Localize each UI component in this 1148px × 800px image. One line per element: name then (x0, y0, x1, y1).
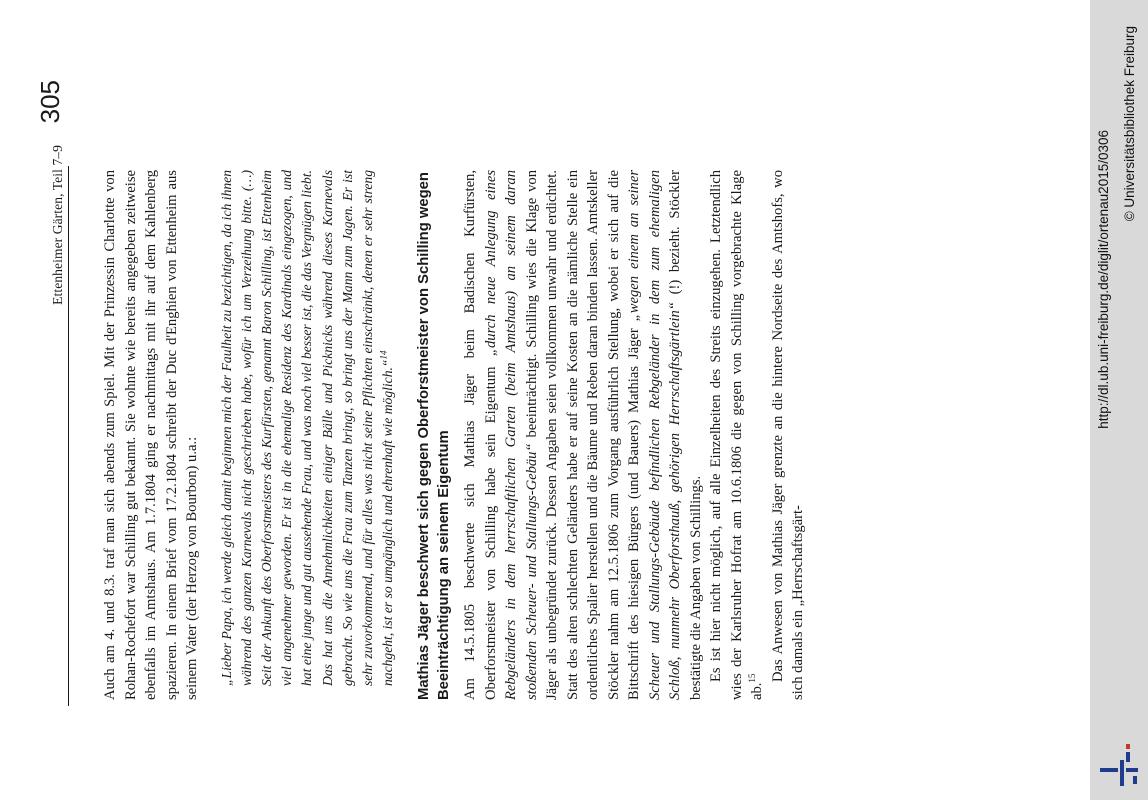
footnote-ref-15: 15 (747, 673, 758, 683)
section-title: Mathias Jäger beschwert sich gegen Oberforstmeister von Schilling wegen Beeinträchtigung an seinem Eigentum (416, 172, 453, 700)
footnote-ref-14: 14 (378, 350, 389, 360)
paragraph-property: Das Anwesen von Mathias Jäger grenzte an die hintere Nordseite des Amtshofs, wo sich damals ein „Herrschaftsgärt- (769, 170, 807, 700)
complaint-text-b: beeinträchtigt. Schilling wies die Klage von Jäger als unbegründet zurück. Dessen Angaben seien vollkommen unwahr und erdichtet. Statt des alten schlechten Geländers habe er auf seine Kosten an die nämliche Stelle ein ordentliches Spalier herstellen und die Bäume und Reben daran binden lassen. Amtskeller Stöckler nahm am 12.5.1806 zum Vorgang ausführlich Stellung, wobei er sich auf die Bittschrift des hiesigen Bürgers (und Bauers) Mathias Jäger (523, 170, 643, 700)
body-text (100, 170, 809, 700)
paragraph-intro: Auch am 4. und 8.3. traf man sich abends zum Spiel. Mit der Prinzessin Charlotte von Rohan-Rochefort war Schilling gut bekannt. Sie wohnte wie bereits angegeben zeitweise ebenfalls im Amtshaus. Am 1.7.1804 ging er nachmittags mit ihr auf dem Kahlenberg spazieren. In einem Brief vom 17.2.1804 schreibt der Duc d'Enghien von Ettenheim aus seinem Vater (der Herzog von Bourbon) u.a.: (102, 170, 200, 700)
page-header (30, 0, 70, 706)
block-quote (217, 170, 399, 686)
header-rule (68, 166, 69, 706)
ruling-text: Es ist hier nicht möglich, auf alle Einzelheiten des Streits einzugehen. Letztendlich wies der Karlsruher Hofrat am 10.6.1806 die gegen von Schilling vorgebrachte Klage ab. (708, 170, 766, 700)
paragraph-complaint (460, 170, 706, 700)
page-number: 305 (35, 80, 65, 124)
university-library-logo-icon (1096, 742, 1142, 788)
source-url-link[interactable]: http://dl.ub.uni-freiburg.de/diglit/ortenau2015/0306 (1096, 130, 1111, 429)
paragraph-ruling (706, 170, 768, 700)
complaint-quote-1: „durch neue Anlegung eines Rebgeländers in dem herrschaftlichen Garten (beim Amtshaus) an seinem daran stoßenden Scheuer- und Stallungs-Gebäu“ (482, 170, 540, 700)
sidebar-text-rotated (1090, 0, 1148, 800)
complaint-quote-2: „wegen einem an seiner Scheuer und Stallungs-Gebäude befindlichen Rebgeländer in dem zum ehemaligen Schloß, nunmehr Oberforsthauß, gehörigen Herrschaftsgärtlein“ (626, 170, 684, 700)
complaint-text-a: Am 14.5.1805 beschwerte sich Mathias Jäger beim Badischen Kurfürsten, Oberforstmeister von Schilling habe sein Eigentum (462, 170, 499, 700)
quote-text: „Lieber Papa, ich werde gleich damit beginnen mich der Faulheit zu bezichtigen, da ich ihnen während des ganzen Karnevals nicht geschrieben habe, wofür ich um Verzeihung bitte. (…) Seit der Ankunft des Oberforstmeisters des Kurfürsten, genannt Baron Schilling, ist Ettenheim viel angenehmer geworden. Er ist in die ehemalige Residenz des Kardinals eingezogen, und hat eine junge und gut aussehende Frau, und was noch viel besser ist, die das Vergnügen liebt. Das hat uns die Annehmlichkeiten einiger Bälle und Picknicks während dieses Karnevals gebracht. So wie uns die Frau zum Tanzen bringt, so bringt uns der Mann zum Jagen. Er ist sehr zuvorkommend, und für alles was nicht seine Pflichten einschränkt, denen er sehr streng nachgeht, ist er so umgänglich und ehrenhaft wie möglich.“ (218, 170, 396, 686)
library-sidebar (1090, 0, 1148, 800)
complaint-text-c: (!) bezieht. Stöckler bestätigte die Angaben von Schillings. (667, 170, 704, 700)
running-head: Ettenheimer Gärten, Teil 7–9 (50, 145, 65, 305)
library-copyright: © Universitätsbibliothek Freiburg (1122, 26, 1137, 222)
